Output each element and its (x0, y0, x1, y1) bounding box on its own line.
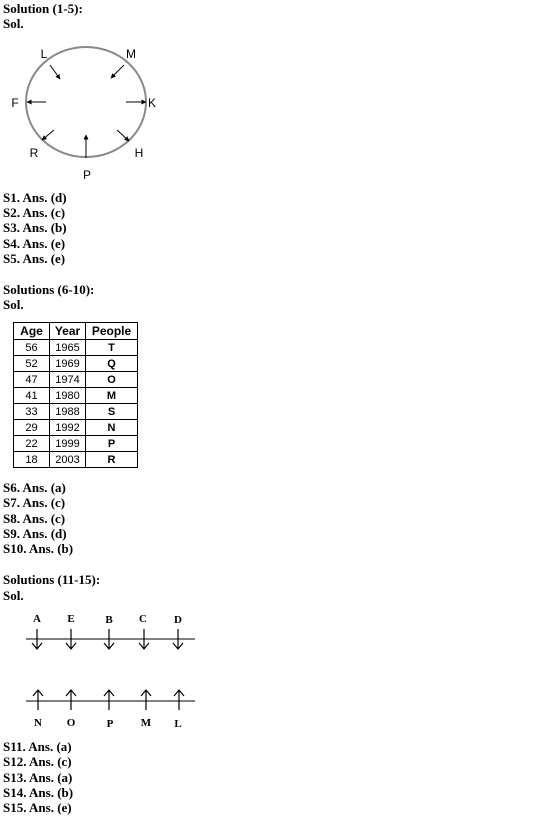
table-row (14, 436, 138, 452)
cell-year: 1969 (50, 356, 86, 372)
circular-arrangement-diagram (0, 38, 170, 188)
arrow-r (42, 130, 54, 140)
cell-year: 1980 (50, 388, 86, 404)
table-row (14, 388, 138, 404)
cell-age: 41 (14, 388, 50, 404)
arrow-m (111, 65, 124, 78)
cell-age: 29 (14, 420, 50, 436)
label-r: R (29, 146, 39, 160)
cell-age: 52 (14, 356, 50, 372)
label-h: H (134, 146, 144, 160)
cell-year: 1974 (50, 372, 86, 388)
top-label-a: A (33, 613, 41, 625)
cell-age: 33 (14, 404, 50, 420)
table-row (14, 356, 138, 372)
cell-people: T (86, 340, 138, 356)
cell-people: N (86, 420, 138, 436)
answer-s13: S13. Ans. (a) (3, 770, 73, 785)
answer-s10: S10. Ans. (b) (3, 541, 74, 556)
answer-s8: S8. Ans. (c) (3, 511, 66, 526)
arrow-l (50, 65, 60, 79)
heading-solution-1-5: Solution (1-5): (3, 1, 83, 16)
cell-people: Q (86, 356, 138, 372)
age-year-people-table (13, 322, 138, 468)
facing-rows-diagram (0, 606, 220, 736)
answer-s15: S15. Ans. (e) (3, 800, 72, 815)
bottom-label-l: L (174, 718, 182, 730)
sol-label-3: Sol. (3, 588, 24, 603)
answer-s7: S7. Ans. (c) (3, 495, 66, 510)
cell-people: M (86, 388, 138, 404)
top-label-b: B (105, 614, 113, 626)
cell-year: 1992 (50, 420, 86, 436)
heading-solutions-6-10: Solutions (6-10): (3, 282, 95, 297)
top-label-c: C (139, 613, 147, 625)
label-f: F (11, 96, 19, 110)
header-age: Age (14, 323, 50, 340)
bottom-arrow-o (66, 690, 76, 710)
bottom-arrow-l (174, 690, 184, 710)
answer-s12: S12. Ans. (c) (3, 754, 72, 769)
table-row (14, 404, 138, 420)
cell-people: P (86, 436, 138, 452)
bottom-label-n: N (34, 717, 42, 729)
bottom-arrow-m (141, 690, 151, 710)
cell-age: 47 (14, 372, 50, 388)
header-people: People (86, 323, 138, 340)
answer-s11: S11. Ans. (a) (3, 739, 72, 754)
cell-year: 1999 (50, 436, 86, 452)
table-row (14, 372, 138, 388)
sol-label-1: Sol. (3, 16, 24, 31)
bottom-label-m: M (140, 717, 152, 729)
cell-people: S (86, 404, 138, 420)
cell-age: 18 (14, 452, 50, 468)
cell-year: 2003 (50, 452, 86, 468)
answer-s4: S4. Ans. (e) (3, 236, 66, 251)
cell-people: O (86, 372, 138, 388)
answer-s3: S3. Ans. (b) (3, 220, 67, 235)
top-label-d: D (174, 614, 182, 626)
cell-people: R (86, 452, 138, 468)
bottom-label-p: P (106, 718, 114, 730)
table-header-row (14, 323, 138, 340)
answer-s1: S1. Ans. (d) (3, 190, 67, 205)
cell-age: 56 (14, 340, 50, 356)
bottom-arrow-p (104, 690, 114, 710)
answer-s5: S5. Ans. (e) (3, 251, 66, 266)
answer-s6: S6. Ans. (a) (3, 480, 66, 495)
top-label-e: E (67, 613, 75, 625)
table-row (14, 420, 138, 436)
label-m: M (126, 47, 136, 61)
answer-s9: S9. Ans. (d) (3, 526, 67, 541)
label-l: L (40, 47, 48, 61)
sol-label-2: Sol. (3, 297, 24, 312)
table-row (14, 340, 138, 356)
header-year: Year (50, 323, 86, 340)
label-k: K (147, 96, 157, 110)
cell-year: 1988 (50, 404, 86, 420)
bottom-arrow-n (33, 690, 43, 710)
label-p: P (82, 168, 92, 182)
heading-solutions-11-15: Solutions (11-15): (3, 572, 101, 587)
cell-year: 1965 (50, 340, 86, 356)
cell-age: 22 (14, 436, 50, 452)
answer-s2: S2. Ans. (c) (3, 205, 66, 220)
bottom-label-o: O (66, 717, 76, 729)
arrow-h (117, 130, 129, 141)
answer-s14: S14. Ans. (b) (3, 785, 74, 800)
table-row (14, 452, 138, 468)
